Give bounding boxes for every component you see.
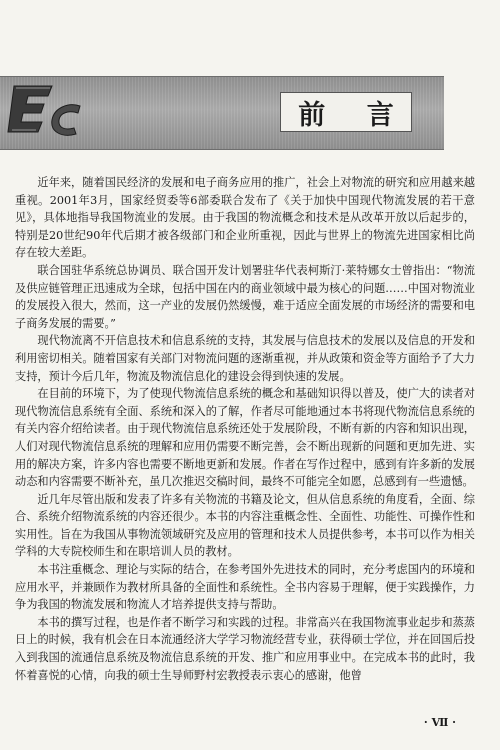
paragraph: 近年来，随着国民经济的发展和电子商务应用的推广，社会上对物流的研究和应用越来越重视。2001年3月，国家经贸委等6部委联合发布了《关于加快中国现代物流发展的若干意见》，具体地指导我国物流业的发展。由于我国的物流概念和技术是从改革开放以后起步的，特别是20世纪90年代后期才被各级部门和企业所重视，因此与世界上的物流先进国家相比尚存在较大差距。 bbox=[15, 176, 475, 260]
main-body bbox=[15, 174, 475, 684]
paragraph: 本书的撰写过程，也是作者不断学习和实践的过程。非常高兴在我国物流事业起步和蒸蒸日上的时候，我有机会在日本流通经济大学学习物流经营专业，获得硕士学位，并在回国后投入到我国的流通信息系统及物流信息系统的开发、推广和应用事业中。在完成本书的此时，我怀着喜悦的心情，向我的硕士生导师野村宏教授表示衷心的感谢，他曾 bbox=[15, 615, 475, 682]
paragraph: 现代物流离不开信息技术和信息系统的支持，其发展与信息技术的发展以及信息的开发和利用密切相关。随着国家有关部门对物流问题的逐渐重视，并从政策和资金等方面给予了大力支持，预计今后几年，物流及物流信息化的建设会得到快速的发展。 bbox=[15, 334, 475, 383]
paragraph: 联合国驻华系统总协调员、联合国开发计划署驻华代表柯斯汀·莱特娜女士曾指出：“物流及供应链管理正迅速成为全球，包括中国在内的商业领域中最为核心的问题……中国对物流业的发展投入很大，然而，这一产业的发展仍然缓慢，难于适应全面发展的市场经济的需要和电子商务发展的需要。” bbox=[15, 263, 475, 330]
paragraph: 在目前的环境下，为了使现代物流信息系统的概念和基础知识得以普及，使广大的读者对现代物流信息系统有全面、系统和深入的了解，作者尽可能地通过本书将现代物流信息系统的有关内容介绍给读者。由于现代物流信息系统还处于发展阶段，不断有新的内容和知识出现，人们对现代物流信息系统的理解和应用仍需要不断完善，会不断出现新的问题和更加先进、实用的解决方案，许多内容也需要不断地更新和发展。作者在写作过程中，感到有许多新的发展动态和内容需要不断补充，虽几次推迟交稿时间，最终不可能完全如愿，总感到有一些遗憾。 bbox=[15, 387, 475, 489]
page-title: 前 言 bbox=[298, 99, 410, 131]
paragraph: 近几年尽管出版和发表了许多有关物流的书籍及论文，但从信息系统的角度看，全面、综合、系统介绍物流系统的内容还很少。本书的内容注重概念性、全面性、功能性、可操作性和实用性。旨在为我国从事物流领域研究及应用的管理和技术人员提供参考，本书可以作为相关学科的大专院校师生和在职培训人员的教材。 bbox=[15, 492, 475, 559]
title-box bbox=[280, 92, 412, 132]
ec-logo-icon bbox=[6, 80, 96, 146]
paragraph: 本书注重概念、理论与实际的结合，在参考国外先进技术的同时，充分考虑国内的环境和应用水平，并兼顾作为教材所具备的全面性和系统性。全书内容易于理解，便于实践操作，力争为我国的物流发展和物流人才培养提供支持与帮助。 bbox=[15, 563, 475, 612]
page-number: · Ⅶ · bbox=[423, 716, 456, 729]
